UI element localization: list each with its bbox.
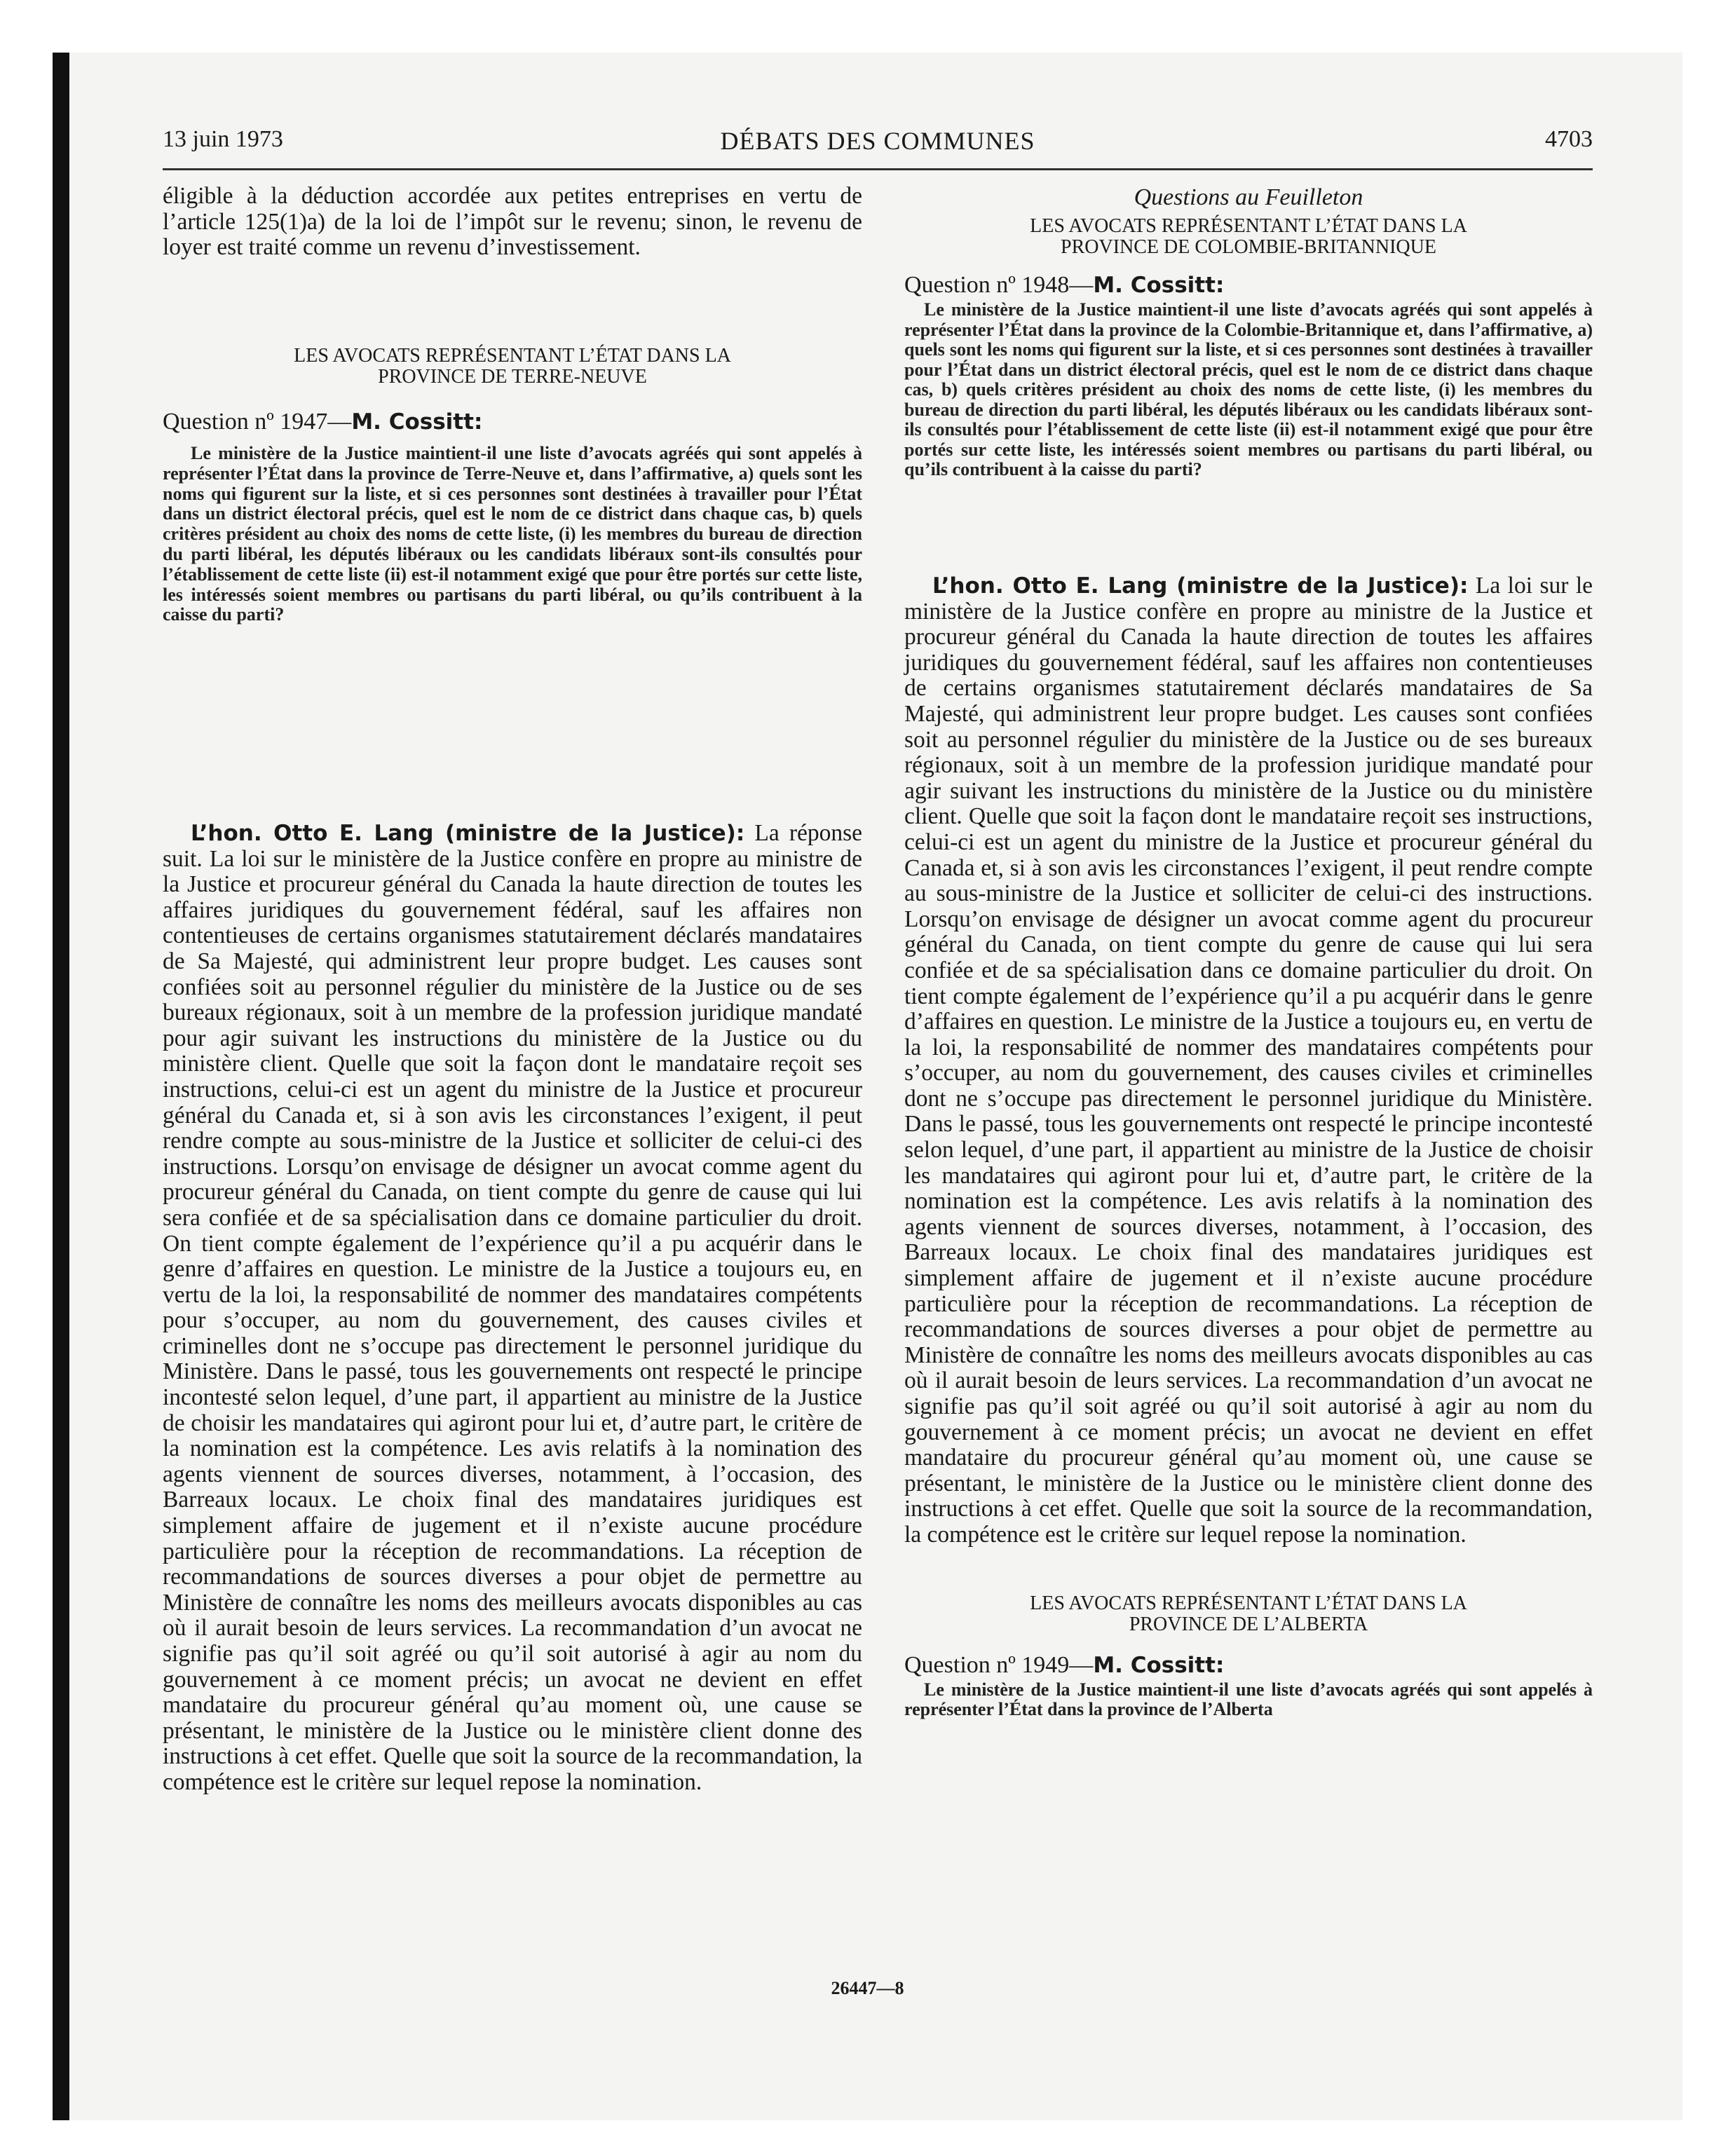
heading-line: PROVINCE DE L’ALBERTA [1129,1613,1368,1635]
intro-paragraph: éligible à la déduction accordée aux petites entreprises en vertu de l’article 125(1)a) de la loi de l’impôt sur le revenu; sinon, le revenu de loyer est traité comme un revenu d’investissement. [163,183,862,261]
heading-line: LES AVOCATS REPRÉSENTANT L’ÉTAT DANS LA [294,345,731,367]
header-date: 13 juin 1973 [163,126,283,152]
question-author: M. Cossitt: [1093,273,1225,298]
answer-text: La réponse suit. La loi sur le ministère de la Justice confère en propre au ministre de la Justice et procureur général du Canada la haute direction de toutes les affaires juridiques du gouvernement fédéral, sauf les affaires non contentieuses de certains organismes statutairement déclarés mandataires de Sa Majesté, qui administrent leur propre budget. Les causes sont confiées soit au personnel régulier du ministère de la Justice ou de ses bureaux régionaux, soit à un membre de la profession juridique mandaté pour agir suivant les instructions du ministère de la Justice ou du ministère client. Quelle que soit la façon dont le mandataire reçoit ses instructions, celui-ci est un agent du ministre de la Justice et procureur général du Canada et, si à son avis les circonstances l’exigent, il peut rendre compte au sous-ministre de la Justice et solliciter de celui-ci des instructions. Lorsqu’on envisage de désigner un avocat comme agent du procureur général du Canada, on tient compte du genre de cause qui lui sera confiée et de sa spécialisation dans ce domaine particulier du droit. On tient compte également de l’expérience qu’il a pu acquérir dans le genre d’affaires en question. Le ministre de la Justice a toujours eu, en vertu de la loi, la responsabilité de nommer des mandataires compétents pour s’occuper, au nom du gouvernement, des causes civiles et criminelles dont ne s’occupe pas directement le personnel juridique du Ministère. Dans le passé, tous les gouvernements ont respecté le principe incontesté selon lequel, d’une part, il appartient au ministre de la Justice de choisir les mandataires qui agiront pour lui et, d’autre part, le critère de la nomination est la compétence. Les avis relatifs à la nomination des agents viennent de sources diverses, notamment, à l’occasion, des Barreaux locaux. Le choix final des mandataires juridiques est simplement affaire de jugement et il n’existe aucune procédure particulière pour la réception de recommandations. La réception de recommandations de sources diverses a pour objet de permettre au Ministère de connaître les noms des meilleurs avocats disponibles au cas où il aurait besoin de leurs services. La recommandation d’un avocat ne signifie pas qu’il soit agréé ou qu’il soit autorisé à agir au nom du gouvernement à ce moment précis; un avocat ne devient en effet mandataire du procureur général qu’au moment où, une cause se présentant, le ministère de la Justice ou le ministère client donne des instructions à cet effet. Quelle que soit la source de la recommandation, la compétence est le critère sur lequel repose la nomination. [163,820,863,1795]
left-column [163,184,862,1796]
question-1948-text: Le ministère de la Justice maintient-il une liste d’avocats agréés qui sont appelés à représenter l’État dans la province de la Colombie-Britannique et, dans l’affirmative, a) quels sont les noms qui figurent sur la liste, et si ces personnes sont destinées à travailler pour l’État dans un district électoral précis, quel est le nom de ce district dans chaque cas, b) quels critères président au choix des noms de cette liste, (i) les membres du bureau de direction du parti libéral, les députés libéraux ou les candidats libéraux sont-ils consultés pour l’établissement de cette liste (ii) est-il notamment exigé que pour être portés sur cette liste, les intéressés soient membres ou partisans du parti libéral, ou qu’ils contribuent à la caisse du parti? [904,299,1593,479]
scan-border [53,53,69,2120]
page-header [163,126,1593,170]
header-page-number: 4703 [1545,126,1593,152]
answer-speaker: L’hon. Otto E. Lang (ministre de la Justice): [191,821,745,846]
heading-colombie-britannique [904,216,1593,258]
question-label: Question nº 1947— [163,409,352,435]
answer-1948 [904,573,1593,1548]
heading-line: PROVINCE DE COLOMBIE-BRITANNIQUE [1061,236,1436,258]
question-author: M. Cossitt: [351,409,483,435]
heading-terre-neuve [163,346,862,388]
answer-1947 [163,821,862,1796]
answer-speaker: L’hon. Otto E. Lang (ministre de la Justice): [932,573,1469,599]
question-author: M. Cossitt: [1093,1652,1225,1678]
heading-line: LES AVOCATS REPRÉSENTANT L’ÉTAT DANS LA [1030,215,1467,237]
question-label: Question nº 1948— [904,272,1094,298]
heading-alberta [904,1593,1593,1635]
section-title: Questions au Feuilleton [1134,184,1363,210]
heading-line: PROVINCE DE TERRE-NEUVE [378,366,647,388]
answer-text: La loi sur le ministère de la Justice confère en propre au ministre de la Justice et procureur général du Canada la haute direction de toutes les affaires juridiques du gouvernement fédéral, sauf les affaires non contentieuses de certains organismes statutairement déclarés mandataires de Sa Majesté, qui administrent leur propre budget. Les causes sont confiées soit au personnel régulier du ministère de la Justice ou de ses bureaux régionaux, soit à un membre de la profession juridique mandaté pour agir suivant les instructions du ministère de la Justice ou du ministère client. Quelle que soit la façon dont le mandataire reçoit ses instructions, celui-ci est un agent du ministre de la Justice et procureur général du Canada et, si à son avis les circonstances l’exigent, il peut rendre compte au sous-ministre de la Justice et solliciter de celui-ci des instructions. Lorsqu’on envisage de désigner un avocat comme agent du procureur général du Canada, on tient compte du genre de cause qui lui sera confiée et de sa spécialisation dans ce domaine particulier du droit. On tient compte également de l’expérience qu’il a pu acquérir dans le genre d’affaires en question. Le ministre de la Justice a toujours eu, en vertu de la loi, la responsabilité de nommer des mandataires compétents pour s’occuper, au nom du gouvernement, des causes civiles et criminelles dont ne s’occupe pas directement le personnel juridique du Ministère. Dans le passé, tous les gouvernements ont respecté le principe incontesté selon lequel, d’une part, il appartient au ministre de la Justice de choisir les mandataires qui agiront pour lui et, d’autre part, le critère de la nomination est la compétence. Les avis relatifs à la nomination des agents viennent de sources diverses, notamment, à l’occasion, des Barreaux locaux. Le choix final des mandataires juridiques est simplement affaire de jugement et il n’existe aucune procédure particulière pour la réception de recommandations. La réception de recommandations de sources diverses a pour objet de permettre au Ministère de connaître les noms des meilleurs avocats disponibles au cas où il aurait besoin de leurs services. La recommandation d’un avocat ne signifie pas qu’il soit agréé ou qu’il soit autorisé à agir au nom du gouvernement à ce moment précis; un avocat ne devient en effet mandataire du procureur général qu’au moment où, une cause se présentant, le ministère de la Justice ou le ministère client donne des instructions à cet effet. Quelle que soit la source de la recommandation, la compétence est le critère sur lequel repose la nomination. [904,573,1593,1548]
footer-code: 26447—8 [831,1978,904,1998]
question-label: Question nº 1949— [904,1651,1094,1678]
heading-line: LES AVOCATS REPRÉSENTANT L’ÉTAT DANS LA [1030,1592,1467,1614]
question-1947-line [163,409,862,435]
question-1949-text: Le ministère de la Justice maintient-il une liste d’avocats agréés qui sont appelés à représenter l’État dans la province de l’Alberta [904,1679,1593,1720]
question-1948-line [904,272,1593,299]
right-column [904,184,1593,1720]
header-title: DÉBATS DES COMMUNES [720,127,1035,155]
question-1949-line [904,1652,1593,1679]
question-1947-text: Le ministère de la Justice maintient-il une liste d’avocats agréés qui sont appelés à représenter l’État dans la province de Terre-Neuve et, dans l’affirmative, a) quels sont les noms qui figurent sur la liste, et si ces personnes sont destinées à travailler pour l’État dans un district électoral précis, quel est le nom de ce district dans chaque cas, b) quels critères président au choix des noms de cette liste, (i) les membres du bureau de direction du parti libéral, les députés libéraux ou les candidats libéraux sont-ils consultés pour l’établissement de cette liste (ii) est-il notamment exigé que pour être portés sur cette liste, les intéressés soient membres ou partisans du parti libéral, ou qu’ils contribuent à la caisse du parti? [163,443,862,625]
